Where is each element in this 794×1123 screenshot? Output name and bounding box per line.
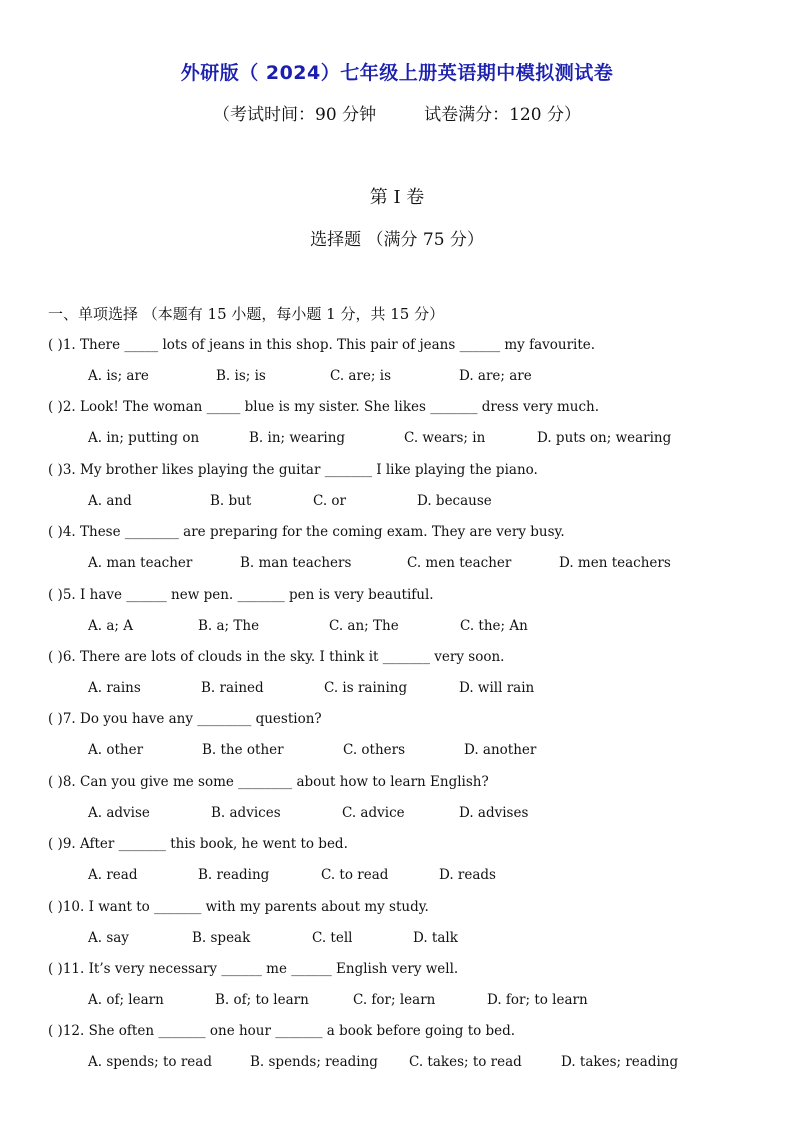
question-stem: ( )8. Can you give me some ________ about how to learn English? — [48, 773, 489, 790]
option-a: A. in; putting on — [88, 430, 200, 447]
volume-heading: 第 I 卷 — [369, 187, 425, 208]
option-c: C. others — [343, 742, 406, 759]
option-a: A. say — [88, 929, 129, 946]
option-c: C. is raining — [324, 680, 408, 696]
option-a: A. is; are — [88, 368, 149, 384]
option-c: C. are; is — [330, 368, 392, 384]
option-a: A. read — [88, 867, 138, 884]
option-c: C. tell — [312, 929, 353, 946]
option-b: B. reading — [198, 867, 270, 884]
option-d: D. advises — [459, 804, 529, 821]
option-d: D. another — [464, 742, 537, 759]
option-b: B. man teachers — [240, 555, 352, 572]
question-stem: ( )3. My brother likes playing the guitar _______ I like playing the piano. — [48, 461, 538, 478]
option-d: D. takes; reading — [561, 1054, 679, 1071]
full-score: 试卷满分：120 分） — [424, 105, 581, 125]
option-d: D. puts on; wearing — [537, 430, 672, 447]
question-stem: ( )9. After _______ this book, he went to bed. — [48, 836, 348, 853]
option-a: A. spends; to read — [88, 1054, 212, 1071]
option-d: D. are; are — [459, 368, 532, 384]
exam-info — [0, 100, 794, 125]
section-heading: 选择题 （满分 75 分） — [310, 230, 484, 250]
option-a: A. a; A — [88, 617, 133, 634]
option-b: B. a; The — [198, 617, 260, 634]
option-b: B. of; to learn — [215, 992, 309, 1008]
question-stem: ( )7. Do you have any ________ question? — [48, 711, 322, 728]
part-heading: 一、单项选择 （本题有 15 小题，每小题 1 分，共 15 分） — [48, 305, 445, 323]
option-a: A. man teacher — [88, 555, 193, 572]
question-stem: ( )11. It’s very necessary ______ me ______ English very well. — [48, 961, 459, 977]
option-b: B. speak — [192, 929, 251, 946]
option-a: A. of; learn — [88, 992, 164, 1008]
exam-time: （考试时间：90 分钟 — [213, 105, 377, 125]
option-a: A. advise — [88, 804, 150, 821]
option-b: B. the other — [202, 742, 284, 759]
option-c: C. takes; to read — [409, 1054, 522, 1071]
option-d: D. men teachers — [559, 555, 671, 572]
question-stem: ( )1. There _____ lots of jeans in this shop. This pair of jeans ______ my favourite. — [48, 337, 596, 353]
option-d: D. for; to learn — [487, 992, 588, 1008]
option-a: A. rains — [88, 680, 141, 696]
option-c: C. to read — [321, 867, 389, 884]
option-d: C. the; An — [460, 617, 528, 634]
option-d: D. talk — [413, 929, 458, 946]
option-c: C. advice — [342, 804, 405, 821]
option-c: C. or — [313, 492, 347, 509]
option-c: C. men teacher — [407, 555, 512, 572]
option-b: B. but — [210, 492, 252, 509]
option-b: B. rained — [201, 680, 264, 696]
question-stem: ( )12. She often _______ one hour _______ a book before going to bed. — [48, 1023, 516, 1040]
option-d: D. reads — [439, 867, 496, 884]
option-d: D. because — [417, 492, 492, 509]
exam-title: 外研版（ 2024）七年级上册英语期中模拟测试卷 — [180, 62, 614, 84]
option-a: A. and — [88, 492, 132, 509]
question-stem: ( )6. There are lots of clouds in the sky. I think it _______ very soon. — [48, 649, 505, 665]
question-stem: ( )10. I want to _______ with my parents about my study. — [48, 898, 429, 915]
option-b: B. in; wearing — [249, 430, 346, 447]
question-stem: ( )2. Look! The woman _____ blue is my sister. She likes _______ dress very much. — [48, 399, 600, 416]
question-stem: ( )5. I have ______ new pen. _______ pen is very beautiful. — [48, 586, 434, 603]
question-stem: ( )4. These ________ are preparing for the coming exam. They are very busy. — [48, 524, 565, 541]
option-c: C. wears; in — [404, 430, 486, 447]
option-b: B. advices — [211, 804, 281, 821]
option-b: B. spends; reading — [250, 1054, 378, 1071]
option-a: A. other — [88, 742, 144, 759]
option-d: D. will rain — [459, 680, 535, 696]
option-c: C. for; learn — [353, 992, 436, 1008]
option-b: B. is; is — [216, 368, 266, 384]
option-c: C. an; The — [329, 617, 399, 634]
